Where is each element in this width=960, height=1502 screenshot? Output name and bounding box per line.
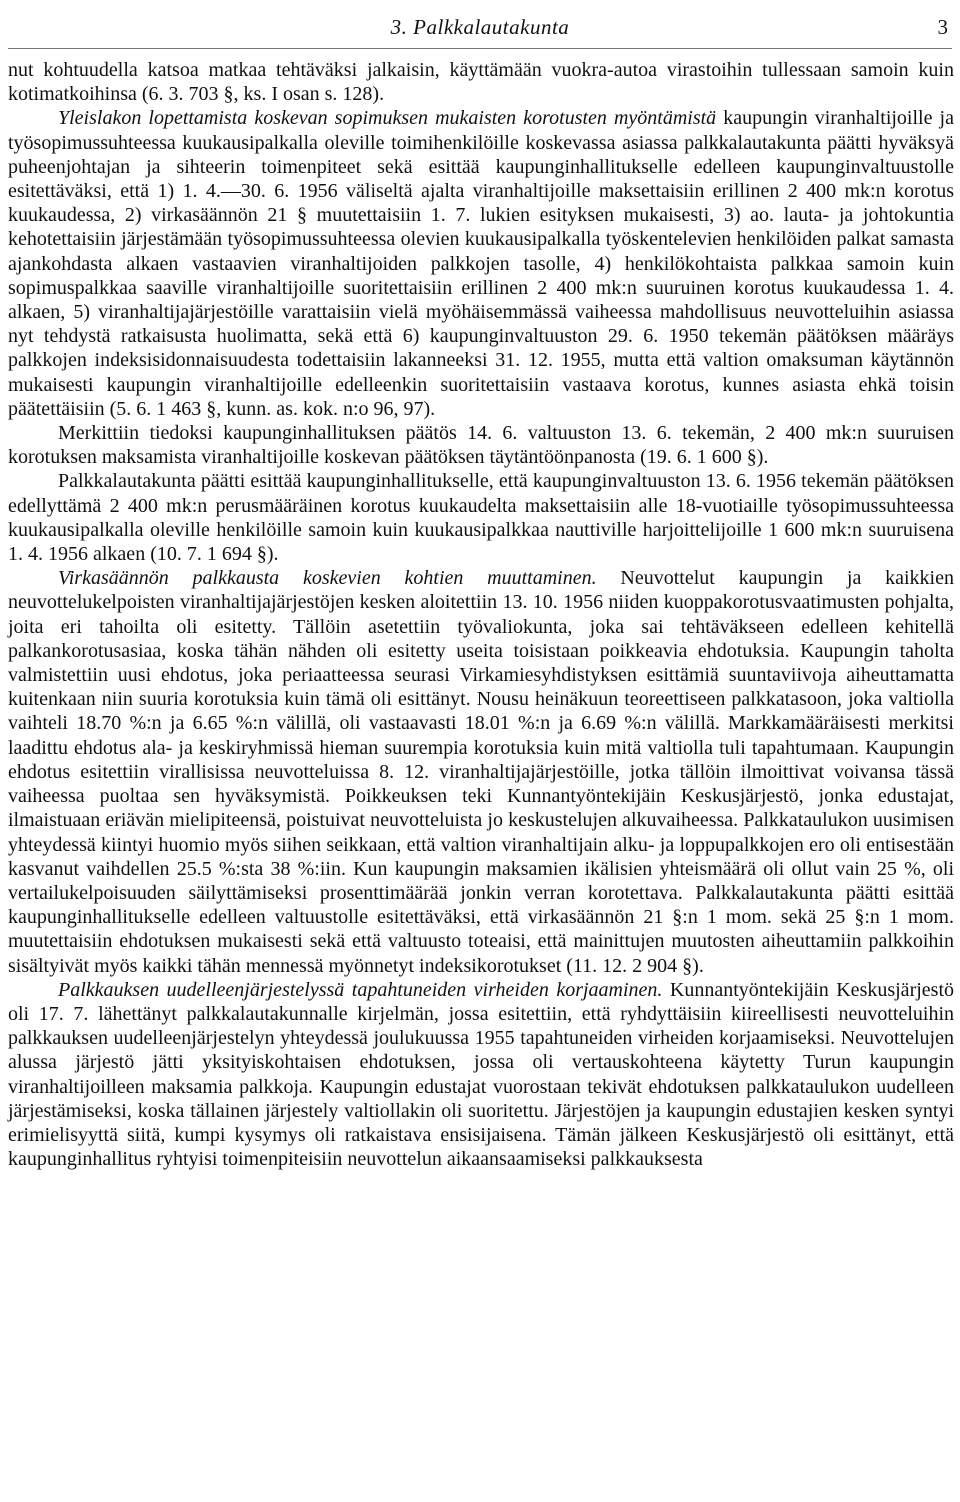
paragraph: Yleislakon lopettamista koskevan sopimuksen mukaisten korotusten myöntämistä kaupungin viranhaltijoille ja työsopimussuhteessa kuukausipalkalla oleville toimihenkilöille koskevassa asiassa palkkalautakunta päätti hyväksyä puheenjohtajan ja sihteerin toimenpiteet sekä esittää kaupunginhallitukselle edelleen kaupunginvaltuustolle esitettäväksi, että 1) 1. 4.—30. 6. 1956 väliseltä ajalta viranhaltijoille maksettaisiin erillinen 2 400 mk:n korotus kuukaudessa, 2) virkasäännön 21 § muutettaisiin 1. 7. lukien esityksen mukaisesti, 3) ao. lauta- ja johtokuntia kehotettaisiin järjestämään työsopimussuhteessa olevien kuukausipalkalla työskentelevien henkilöiden palkat samasta ajankohdasta alkaen vastaavien viranhaltijoiden palkkojen tasolle, 4) henkilökohtaista palkkaa samoin kuin sopimuspalkkaa saaville viranhaltijoille suoritettaisiin erillinen 2 400 mk:n suuruinen korotus kuukaudessa 1. 4. alkaen, 5) viranhaltijajärjestöille varattaisiin vielä myöhäisemmässä vaiheessa mahdollisuus neuvotteluihin asiassa nyt tehdystä ratkaisusta huolimatta, sekä että 6) kaupunginvaltuuston 29. 6. 1950 tekemän päätöksen määräys palkkojen indeksisidonnaisuudesta todettaisiin lakanneeksi 31. 12. 1955, mutta että valtion omaksuman käytännön mukaisesti kaupungin viranhaltijoille edelleenkin suoritettaisiin vastaava korotus, kunnes asiasta ehkä toisin päätettäisiin (5. 6. 1 463 §, kunn. as. kok. n:o 96, 97). (8, 107, 954, 420)
body-text (8, 58, 954, 1171)
paragraph: Palkkauksen uudelleenjärjestelyssä tapahtuneiden virheiden korjaaminen. Kunnantyöntekijäin Keskusjärjestö oli 17. 7. lähettänyt palkkalautakunnalle kirjelmän, jossa esitettiin, että ryhdyttäisiin kiireellisesti neuvotteluihin palkkauksen uudelleenjärjestelyn yhteydessä joulukuussa 1955 tapahtuneiden virheiden korjaamiseksi. Neuvottelujen alussa järjestö jätti yksityiskohtaisen ehdotuksen, jossa oli vertauskohteena käytetty Turun kaupungin viranhaltijoilleen maksamia palkkoja. Kaupungin edustajat vuorostaan tekivät ehdotuksen palkkataulukon uudelleen järjestämiseksi, koska tällainen järjestely valtiollakin oli suoritettu. Järjestöjen ja kaupungin edustajien kesken syntyi erimielisyyttä siitä, kumpi kysymys oli ratkaistava ensisijaisena. Tämän jälkeen Keskusjärjestö oli esittänyt, että kaupunginhallitus ryhtyisi toimenpiteisiin neuvottelun aikaansaamiseksi palkkauksesta (8, 978, 954, 1171)
paragraph: Merkittiin tiedoksi kaupunginhallituksen päätös 14. 6. valtuuston 13. 6. tekemän, 2 400 mk:n suuruisen korotuksen maksamista viranhaltijoille koskevan päätöksen täytäntöönpanosta (19. 6. 1 600 §). (8, 422, 954, 469)
italic-lead: Palkkauksen uudelleenjärjestelyssä tapahtuneiden virheiden korjaaminen. (58, 978, 663, 1001)
running-title: 3. Palkkalautakunta (390, 15, 570, 39)
paragraph: Virkasäännön palkkausta koskevien kohtien muuttaminen. Neuvottelut kaupungin ja kaikkien neuvottelukelpoisten viranhaltijajärjestöjen kesken aloitettiin 13. 10. 1956 niiden kuoppakorotusvaatimusten pohjalta, joita eri tahoilta oli esitetty. Tällöin asetettiin työvaliokunta, joka sai tehtäväkseen edelleen kehitellä palkankorotusasiaa, koska tähän nähden oli esitetty useita toisistaan poikkeavia ehdotuksia. Kaupungin taholta valmistettiin uusi ehdotus, joka periaatteessa seurasi Virkamiesyhdistyksen esittämiä suuntaviivoja aiheuttamatta kuitenkaan niin suuria korotuksia kuin tämä oli esittänyt. Nousu heinäkuun teoreettiseen palkkatasoon, joka valtiolla vaihteli 18.70 %:n ja 6.65 %:n välillä, oli vastaavasti 18.01 %:n ja 6.69 %:n välillä. Markkamääräisesti merkitsi laadittu ehdotus ala- ja keskiryhmissä hieman suurempia korotuksia kuin mitä valtiolla tuli tapahtumaan. Kaupungin ehdotus esitettiin virallisissa neuvotteluissa 8. 12. viranhaltijajärjestöille, jotka tällöin ilmoittivat voivansa tässä vaiheessa puoltaa sen hyväksymistä. Poikkeuksen teki Kunnantyöntekijäin Keskusjärjestö, jonka edustajat, ilmaistuaan eriävän mielipiteensä, poistuivat neuvotteluista jo keskustelujen alkuvaiheessa. Palkkataulukon uusimisen yhteydessä kiintyi huomio myös siihen seikkaan, että valtion viranhaltijain alku- ja loppupalkkojen ero oli entisestään kasvanut vaihdellen 25.5 %:sta 38 %:iin. Kun kaupungin maksamien ikälisien yhteismäärä oli ollut vain 25 %, oli vertailukelpoisuuden säilyttämiseksi prosenttimäärää jonkin verran korotettava. Palkkalautakunta päätti esittää kaupunginhallitukselle edelleen valtuustolle esitettäväksi, että virkasäännön 21 §:n 1 mom. sekä 25 §:n 1 mom. muutettaisiin ehdotuksen mukaisesti sekä että valtuusto toteaisi, että mainittujen muutosten aiheuttamiin palkkoihin sisältyivät myös kaikki tähän mennessä myönnetyt indeksikorotukset (11. 12. 2 904 §). (8, 567, 954, 977)
italic-lead: Yleislakon lopettamista koskevan sopimuksen mukaisten korotusten myöntämistä (58, 107, 717, 130)
page-number: 3 (937, 15, 948, 39)
paragraph: nut kohtuudella katsoa matkaa tehtäväksi jalkaisin, käyttämään vuokra-autoa virastoihin tullessaan samoin kuin kotimatkoihinsa (6. 3. 703 §, ks. I osan s. 128). (8, 59, 954, 106)
header-rule (8, 48, 952, 49)
running-head (8, 14, 952, 40)
italic-lead: Virkasäännön palkkausta koskevien kohtien muuttaminen. (58, 567, 597, 590)
paragraph: Palkkalautakunta päätti esittää kaupunginhallitukselle, että kaupunginvaltuuston 13. 6. 1956 tekemän päätöksen edellyttämä 2 400 mk:n perusmääräinen korotus kuukaudelta maksettaisiin alle 18-vuotiaille työsopimussuhteessa kuukausipalkalla oleville henkilöille samoin kuin kuukausipalkkaa nauttiville harjoittelijoille 1 600 mk:n suuruisena 1. 4. 1956 alkaen (10. 7. 1 694 §). (8, 470, 954, 566)
